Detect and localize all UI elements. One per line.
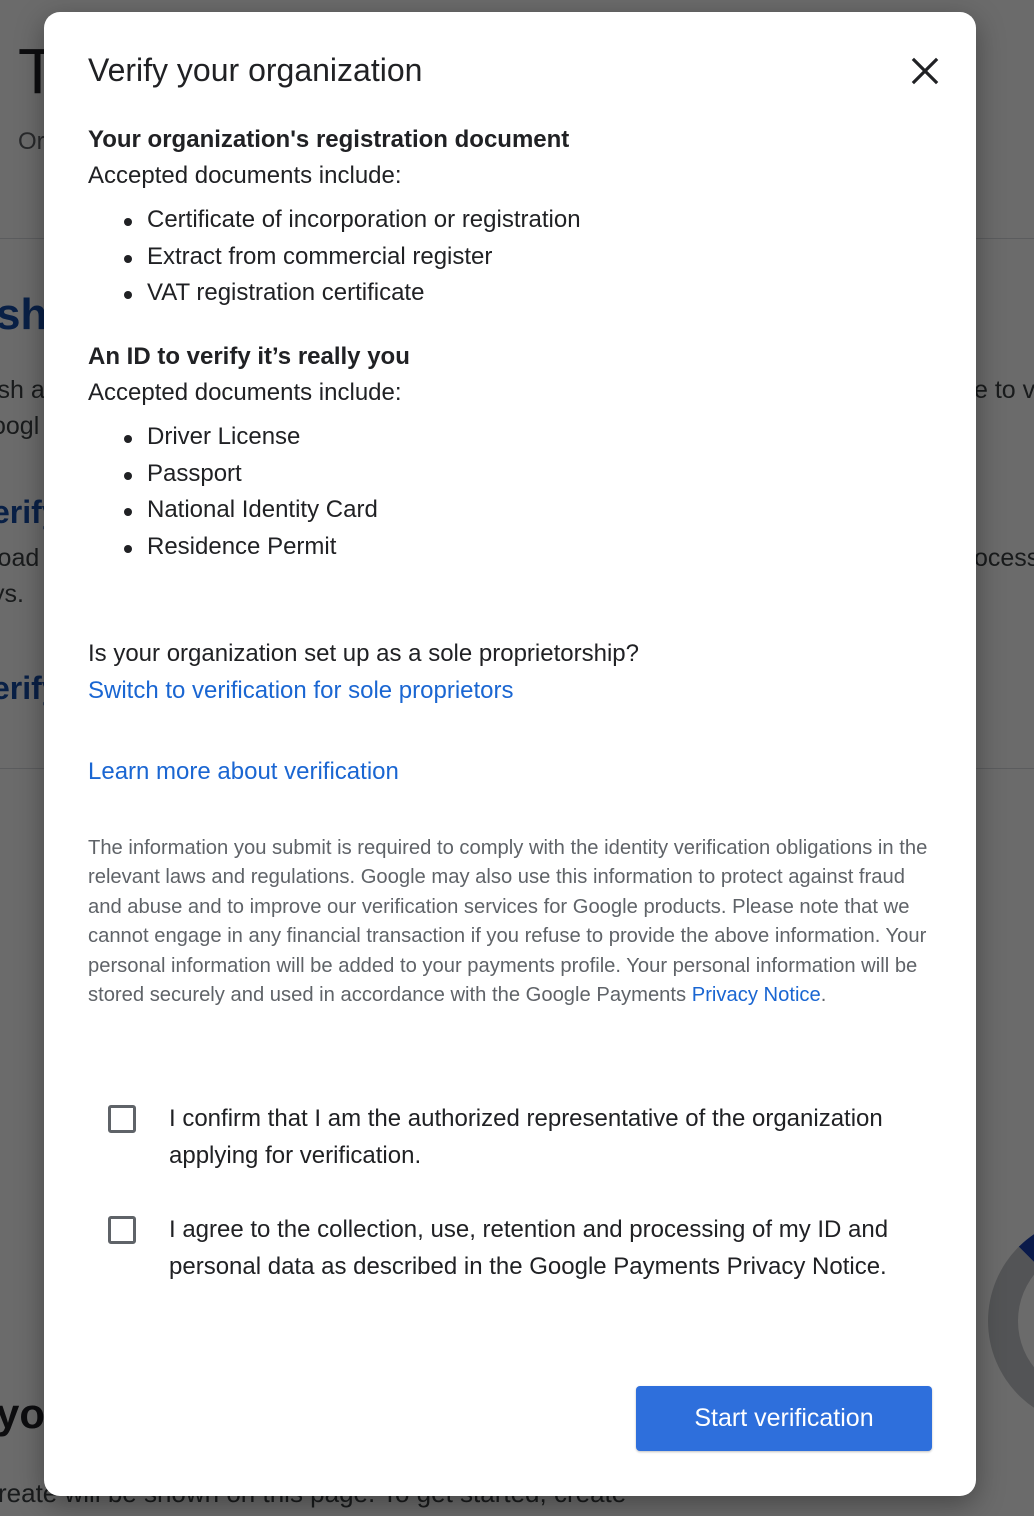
authorized-representative-label[interactable]: I confirm that I am the authorized representative of the organization applying for verification.: [169, 1105, 883, 1169]
sole-proprietorship-question: Is your organization set up as a sole proprietorship?: [88, 640, 639, 667]
authorized-representative-checkbox[interactable]: [108, 1105, 136, 1133]
legal-text: The information you submit is required to comply with the identity verification obligations in the relevant laws and regulations. Google may also use this information to protect against fraud and abuse and to improve our verification services for Google products. Please note that we cannot engage in any financial transaction if you refuse to provide the above information. Your personal information will be added to your payments profile. Your personal information will be stored securely and used in accordance with the Google Payments: [88, 837, 928, 1007]
registration-document-section: [88, 122, 938, 312]
list-item: Extract from commercial register: [124, 239, 938, 276]
data-consent-checkbox[interactable]: [108, 1216, 136, 1244]
close-icon: [911, 57, 939, 85]
privacy-notice-link[interactable]: Privacy Notice: [691, 984, 821, 1007]
id-intro: Accepted documents include:: [88, 379, 402, 406]
authorized-representative-row[interactable]: [108, 1101, 918, 1174]
verify-organization-dialog: [44, 12, 976, 1496]
learn-more-link[interactable]: Learn more about verification: [88, 758, 399, 785]
id-heading: An ID to verify it’s really you: [88, 343, 410, 370]
list-item: Residence Permit: [124, 529, 938, 566]
list-item: Passport: [124, 456, 938, 493]
legal-period: .: [820, 984, 827, 1007]
close-button[interactable]: [900, 46, 950, 96]
list-item: Driver License: [124, 419, 938, 456]
sole-proprietor-link[interactable]: Switch to verification for sole proprietors: [88, 677, 514, 704]
legal-notice: [88, 834, 936, 1010]
data-consent-label[interactable]: I agree to the collection, use, retention and processing of my ID and personal data as described in the Google Payments Privacy Notice.: [169, 1216, 889, 1280]
dialog-title: Verify your organization: [88, 52, 423, 88]
id-document-list: [88, 419, 938, 566]
registration-intro: Accepted documents include:: [88, 162, 402, 189]
list-item: Certificate of incorporation or registration: [124, 202, 938, 239]
registration-heading: Your organization's registration document: [88, 126, 570, 153]
id-document-section: [88, 339, 938, 566]
list-item: National Identity Card: [124, 492, 938, 529]
list-item: VAT registration certificate: [124, 275, 938, 312]
start-verification-button[interactable]: Start verification: [636, 1386, 932, 1451]
registration-document-list: [88, 202, 938, 312]
data-consent-row[interactable]: [108, 1212, 918, 1285]
